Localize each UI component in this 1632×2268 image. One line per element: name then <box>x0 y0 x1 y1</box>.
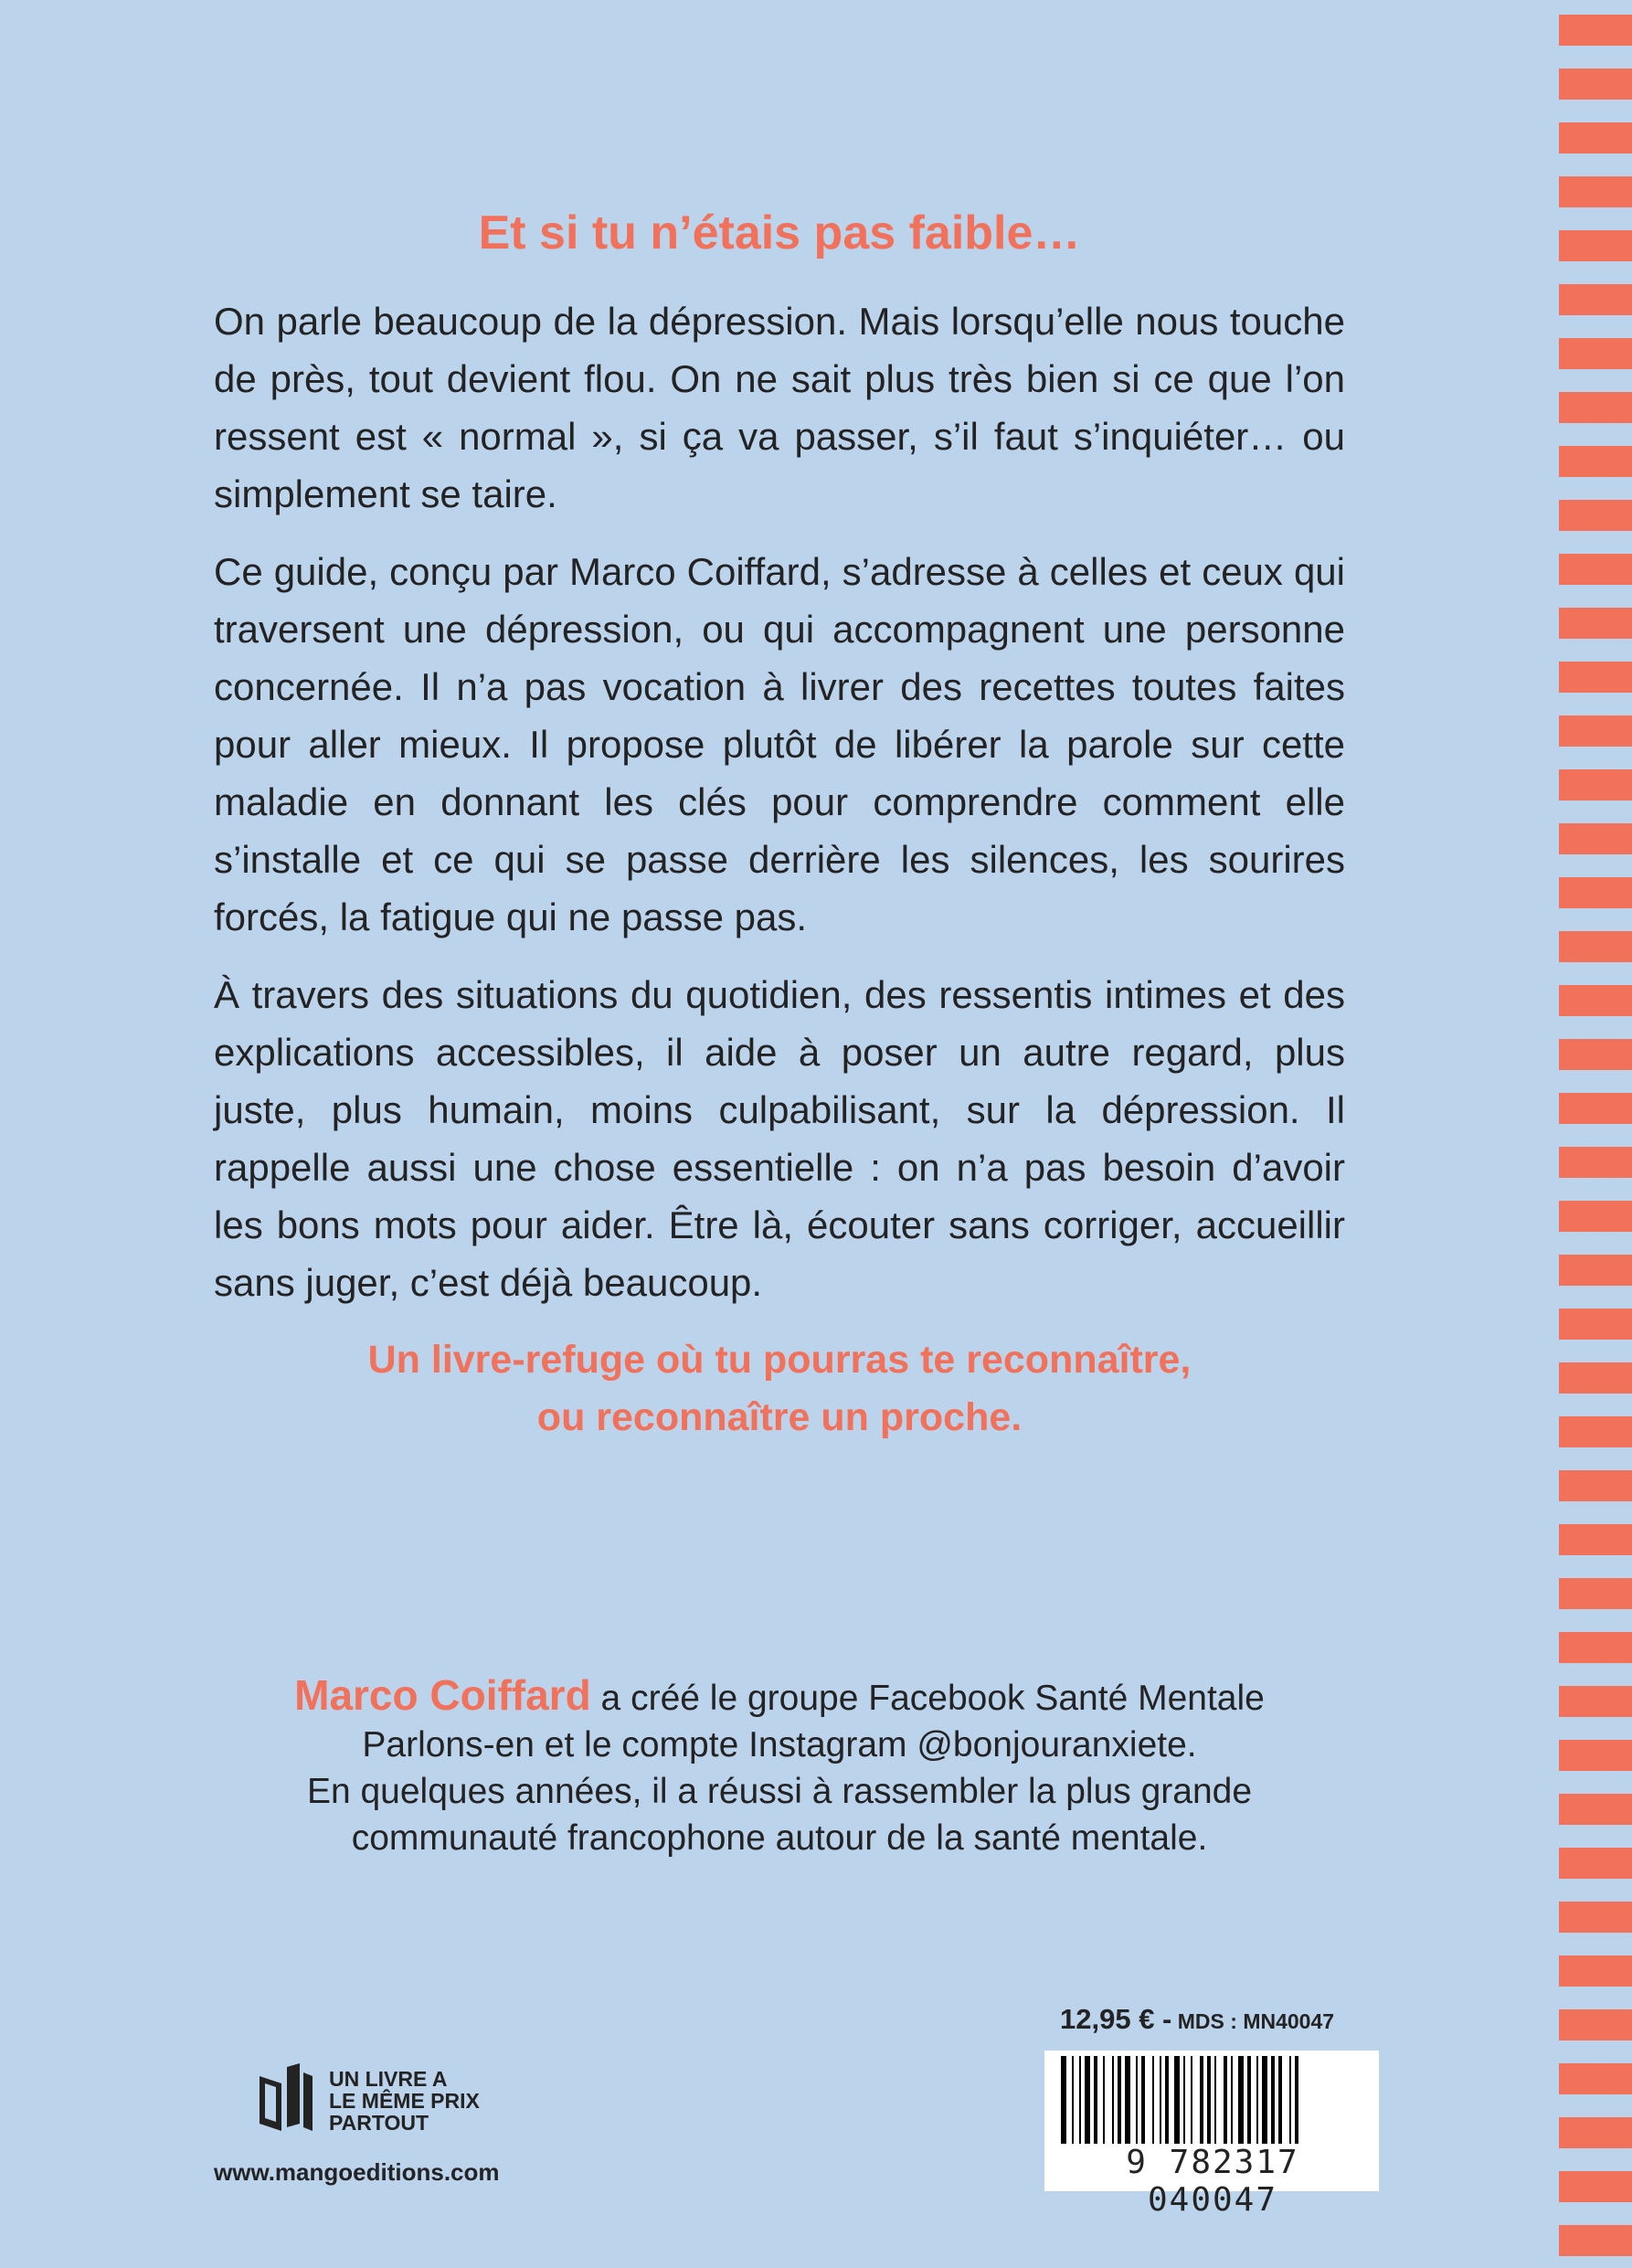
barcode-bar <box>1136 2056 1138 2144</box>
mds-code: MDS : MN40047 <box>1171 2009 1335 2033</box>
paragraph-guide: Ce guide, conçu par Marco Coiffard, s’adresse à celles et ceux qui traversent une dépression, ou qui accompagnent une personne concernée. Il n’a pas vocation à livrer des recettes toutes faites pour aller mieux. Il propose plutôt de libérer la parole sur cette maladie en donnant les clés pour comprendre comment elle s’installe et ce qui se passe derrière les silences, les sourires forcés, la fatigue qui ne passe pas. <box>214 550 1345 938</box>
barcode-icon <box>1054 2056 1370 2144</box>
barcode-bar <box>1191 2056 1192 2144</box>
barcode-bar <box>1200 2056 1203 2144</box>
barcode-bar <box>1262 2056 1267 2144</box>
barcode-bar <box>1072 2056 1074 2144</box>
tagline-line-1: Un livre-refuge où tu pourras te reconnaître, <box>367 1338 1192 1382</box>
barcode-bar <box>1238 2056 1244 2144</box>
slogan-line-3: PARTOUT <box>329 2110 429 2135</box>
paragraph-intro: On parle beaucoup de la dépression. Mais lorsqu’elle nous touche de près, tout devient flou. On ne sait plus très bien si ce que l’on ressent est « normal », si ça va passer, s’il faut s’inquiéter… ou simplement se taire. <box>214 300 1345 515</box>
barcode-bar <box>1112 2056 1114 2144</box>
slogan-line-2: LE MÊME PRIX <box>329 2088 480 2113</box>
bio-line-4: communauté francophone autour de la santé mentale. <box>351 1818 1208 1858</box>
barcode-bar <box>1224 2056 1227 2144</box>
paragraph-situations: À travers des situations du quotidien, des ressentis intimes et des explications accessibles, il aide à poser un autre regard, plus juste, plus humain, moins culpabilisant, sur la dépression. Il rappelle aussi une chose essentielle : on n’a pas besoin d’avoir les bons mots pour aider. Être là, écouter sans corriger, accueillir sans juger, c’est déjà beaucoup. <box>214 973 1345 1304</box>
barcode-bar <box>1247 2056 1251 2144</box>
slogan-line-1: UN LIVRE A <box>329 2066 448 2091</box>
barcode-bar <box>1079 2056 1081 2144</box>
barcode-bar <box>1118 2056 1121 2144</box>
headline: Et si tu n’étais pas faible… <box>478 207 1081 260</box>
barcode-bar <box>1207 2056 1211 2144</box>
bio-line-1 <box>214 1672 1345 1722</box>
tagline-line-2: ou reconnaître un proche. <box>536 1395 1023 1439</box>
isbn-number: 9 782317 040047 <box>1126 2144 1299 2219</box>
publisher-slogan <box>329 2068 480 2134</box>
barcode-bar <box>1094 2056 1097 2144</box>
book-logo-icon <box>254 2063 316 2137</box>
bio-line-2: Parlons-en et le compte Instagram @bonjouranxiete. <box>362 1725 1197 1765</box>
barcode-bar <box>1141 2056 1145 2144</box>
barcode-bar <box>1085 2056 1090 2144</box>
barcode-bar <box>1295 2056 1298 2144</box>
publisher-website[interactable]: www.mangoeditions.com <box>214 2158 500 2186</box>
publisher-logo <box>254 2063 480 2137</box>
barcode-bar <box>1214 2056 1216 2144</box>
barcode-bar <box>1256 2056 1258 2144</box>
barcode-bar <box>1231 2056 1233 2144</box>
barcode-bar <box>1278 2056 1282 2144</box>
author-bio <box>214 1672 1345 1861</box>
price-line <box>1060 2003 1334 2036</box>
barcode-bar <box>1289 2056 1291 2144</box>
barcode-bar <box>1174 2056 1180 2144</box>
barcode-bar <box>1152 2056 1154 2144</box>
barcode-bar <box>1103 2056 1105 2144</box>
barcode-bar <box>1125 2056 1130 2144</box>
barcode-bar <box>1061 2056 1066 2144</box>
barcode-bar <box>1271 2056 1275 2144</box>
bio-line-3: En quelques années, il a réussi à rassembler la plus grande <box>306 1772 1253 1811</box>
barcode <box>1044 2051 1379 2219</box>
back-cover-text <box>214 201 1345 1447</box>
bio-line-1-text: a créé le groupe Facebook Santé Mentale <box>590 1679 1265 1718</box>
barcode-bar <box>1165 2056 1169 2144</box>
price-amount: 12,95 € - <box>1060 2003 1172 2035</box>
barcode-bar <box>1183 2056 1185 2144</box>
barcode-bar <box>1160 2056 1161 2144</box>
author-name: Marco Coiffard <box>294 1671 591 1719</box>
decorative-stripes <box>1559 15 1632 2268</box>
tagline <box>214 1331 1345 1447</box>
